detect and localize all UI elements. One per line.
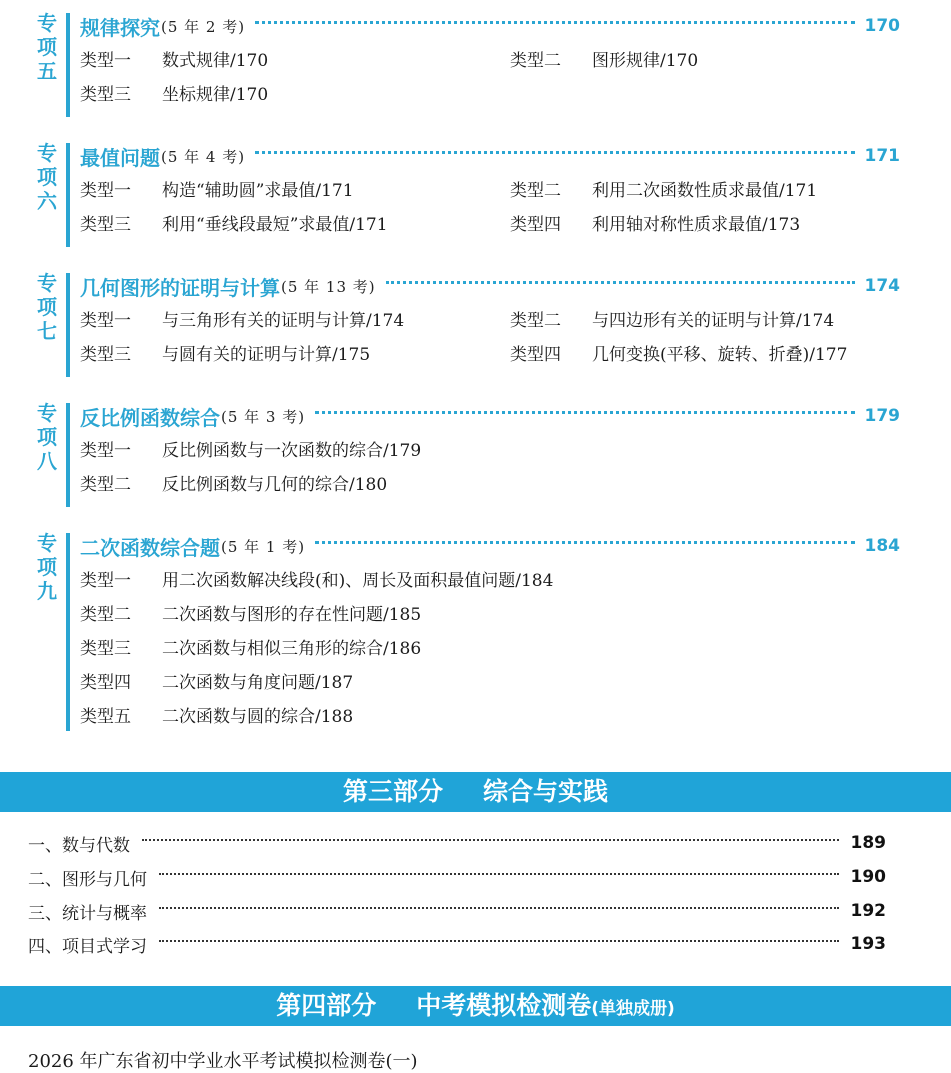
- leader-dots: [315, 411, 854, 414]
- toc-item-page: 189: [850, 833, 886, 853]
- leader-dots: [255, 21, 854, 24]
- leader-dots: [159, 907, 839, 909]
- type-item[interactable]: 类型一 反比例函数与一次函数的综合/179: [80, 441, 422, 461]
- topic-page-number: 184: [864, 536, 900, 556]
- toc-item-page: 190: [850, 867, 886, 887]
- part-note: (单独成册): [591, 999, 675, 1019]
- type-item[interactable]: 类型一 用二次函数解决线段(和)、周长及面积最值问题/184: [80, 571, 554, 591]
- exam-title[interactable]: 2026 年广东省初中学业水平考试模拟检测卷(一): [28, 1051, 418, 1072]
- toc-item[interactable]: [28, 830, 886, 856]
- toc-item-page: 192: [850, 901, 886, 921]
- topic-page-number: 170: [864, 16, 900, 36]
- leader-dots: [142, 839, 839, 841]
- part-title: 中考模拟检测卷: [416, 991, 592, 1020]
- topic-header[interactable]: [80, 143, 900, 169]
- type-item[interactable]: 类型三 与圆有关的证明与计算/175: [80, 345, 371, 365]
- type-item[interactable]: 类型三 坐标规律/170: [80, 85, 269, 105]
- topic-count: (5 年 13 考): [281, 277, 376, 296]
- topic-title: 最值问题: [80, 145, 160, 170]
- leader-dots: [159, 940, 839, 942]
- type-item[interactable]: 类型四 几何变换(平移、旋转、折叠)/177: [510, 345, 848, 365]
- topic-section-5: [0, 13, 951, 119]
- type-item[interactable]: 类型二 利用二次函数性质求最值/171: [510, 181, 818, 201]
- toc-item-label: 四、项目式学习: [28, 936, 147, 957]
- topic-bar: [66, 143, 70, 247]
- leader-dots: [315, 541, 854, 544]
- part-number: 第三部分: [342, 777, 443, 806]
- topic-page-number: 174: [864, 276, 900, 296]
- type-item[interactable]: 类型一 构造“辅助圆”求最值/171: [80, 181, 354, 201]
- topic-label: 专 项 八: [37, 401, 57, 473]
- leader-dots: [255, 151, 854, 154]
- type-item[interactable]: 类型四 利用轴对称性质求最值/173: [510, 215, 801, 235]
- type-item[interactable]: 类型四 二次函数与角度问题/187: [80, 673, 354, 693]
- topic-label: 专 项 五: [37, 11, 57, 83]
- topic-section-7: [0, 273, 951, 379]
- topic-header[interactable]: [80, 273, 900, 299]
- toc-item[interactable]: [28, 898, 886, 924]
- topic-label: 专 项 九: [37, 531, 57, 603]
- topic-count: (5 年 2 考): [161, 17, 246, 36]
- topic-page-number: 179: [864, 406, 900, 426]
- toc-item-page: 193: [850, 934, 886, 954]
- leader-dots: [386, 281, 855, 284]
- topic-title: 几何图形的证明与计算: [80, 275, 280, 300]
- type-item[interactable]: 类型二 与四边形有关的证明与计算/174: [510, 311, 835, 331]
- topic-title: 二次函数综合题: [80, 535, 220, 560]
- toc-item[interactable]: [28, 931, 886, 957]
- part-title: 综合与实践: [483, 777, 609, 806]
- type-item[interactable]: 类型二 二次函数与图形的存在性问题/185: [80, 605, 422, 625]
- topic-title: 反比例函数综合: [80, 405, 220, 430]
- topic-title: 规律探究: [80, 15, 160, 40]
- topic-bar: [66, 13, 70, 117]
- topic-count: (5 年 3 考): [221, 407, 306, 426]
- topic-label: 专 项 七: [37, 271, 57, 343]
- toc-item-label: 二、图形与几何: [28, 869, 147, 890]
- toc-item-label: 三、统计与概率: [28, 903, 147, 924]
- topic-count: (5 年 1 考): [221, 537, 306, 556]
- type-item[interactable]: 类型一 与三角形有关的证明与计算/174: [80, 311, 405, 331]
- topic-header[interactable]: [80, 13, 900, 39]
- toc-item-label: 一、数与代数: [28, 835, 130, 856]
- topic-bar: [66, 273, 70, 377]
- type-item[interactable]: 类型三 二次函数与相似三角形的综合/186: [80, 639, 422, 659]
- type-item[interactable]: 类型二 反比例函数与几何的综合/180: [80, 475, 388, 495]
- toc-item[interactable]: [28, 864, 886, 890]
- topic-section-9: [0, 533, 951, 739]
- type-item[interactable]: 类型三 利用“垂线段最短”求最值/171: [80, 215, 388, 235]
- topic-bar: [66, 403, 70, 507]
- type-item[interactable]: 类型五 二次函数与圆的综合/188: [80, 707, 354, 727]
- part-banner: [0, 772, 951, 812]
- type-item[interactable]: 类型二 图形规律/170: [510, 51, 699, 71]
- type-item[interactable]: 类型一 数式规律/170: [80, 51, 269, 71]
- part-number: 第四部分: [276, 991, 377, 1020]
- topic-bar: [66, 533, 70, 731]
- topic-header[interactable]: [80, 533, 900, 559]
- topic-header[interactable]: [80, 403, 900, 429]
- topic-label: 专 项 六: [37, 141, 57, 213]
- part-banner: [0, 986, 951, 1026]
- topic-section-8: [0, 403, 951, 509]
- topic-count: (5 年 4 考): [161, 147, 246, 166]
- topic-section-6: [0, 143, 951, 249]
- leader-dots: [159, 873, 839, 875]
- topic-page-number: 171: [864, 146, 900, 166]
